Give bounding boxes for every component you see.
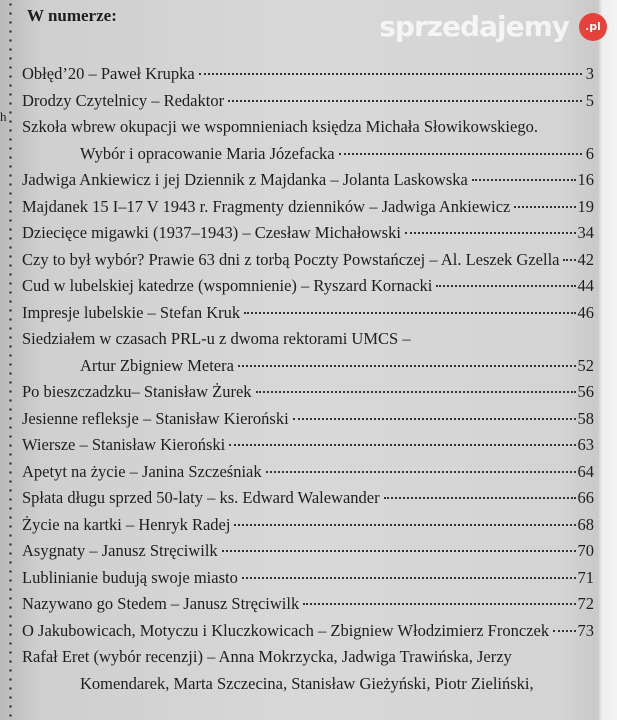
toc-entry-title: Obłęd’20 – Paweł Krupka bbox=[22, 64, 195, 83]
toc-entry-title: Apetyt na życie – Janina Szcześniak bbox=[22, 461, 262, 481]
watermark: sprzedajemy bbox=[379, 10, 569, 43]
toc-page-number: 16 bbox=[577, 170, 594, 189]
toc-entry bbox=[22, 247, 594, 274]
toc-entry bbox=[22, 512, 594, 539]
dot-leader bbox=[293, 418, 576, 420]
dot-leader bbox=[384, 497, 576, 499]
toc-page-number: 70 bbox=[577, 541, 594, 560]
toc-entry-title: Jesienne refleksje – Stanisław Kieroński bbox=[22, 408, 289, 428]
dot-leader bbox=[563, 259, 575, 261]
dot-leader bbox=[405, 232, 576, 234]
dot-leader bbox=[229, 444, 575, 446]
toc-entry bbox=[22, 88, 594, 115]
toc-entry-title: Impresje lubelskie – Stefan Kruk bbox=[22, 302, 241, 322]
dot-leader bbox=[256, 391, 576, 393]
toc-entry-title: Cud w lubelskiej katedrze (wspomnienie) – Ryszard Kornacki bbox=[22, 276, 433, 295]
dot-leader bbox=[222, 550, 576, 552]
toc-entry bbox=[22, 141, 594, 168]
toc-entry-continuation: Artur Zbigniew Metera bbox=[80, 355, 234, 375]
dot-leader bbox=[553, 630, 575, 632]
dot-leader bbox=[238, 365, 576, 367]
toc-page-number: 72 bbox=[577, 594, 594, 613]
dot-leader bbox=[228, 100, 582, 102]
toc-entry-title: Majdanek 15 I–17 V 1943 r. Fragmenty dzienników – Jadwiga Ankiewicz bbox=[22, 196, 511, 216]
dot-leader bbox=[242, 577, 576, 579]
dot-leader bbox=[244, 312, 575, 314]
table-of-contents bbox=[22, 61, 594, 697]
toc-entry bbox=[22, 538, 594, 565]
toc-page-number: 73 bbox=[577, 620, 594, 640]
toc-entry bbox=[22, 379, 594, 406]
dot-leader bbox=[234, 524, 575, 526]
toc-page-number: 5 bbox=[585, 90, 594, 110]
toc-entry bbox=[22, 220, 594, 247]
toc-entry-title: Jadwiga Ankiewicz i jej Dziennik z Majdanka – Jolanta Laskowska bbox=[22, 170, 468, 189]
toc-entry bbox=[22, 459, 594, 486]
toc-entry bbox=[22, 591, 594, 618]
toc-page-number: 68 bbox=[577, 514, 594, 534]
toc-entry-title: Życie na kartki – Henryk Radej bbox=[22, 514, 231, 534]
dot-leader bbox=[472, 179, 576, 181]
toc-entry-title: Asygnaty – Janusz Stręciwilk bbox=[22, 541, 218, 560]
toc-page-number: 6 bbox=[585, 143, 594, 163]
toc-page-number: 52 bbox=[577, 355, 594, 375]
toc-entry-continuation: Wybór i opracowanie Maria Józefacka bbox=[80, 143, 335, 163]
toc-entry-title: Czy to był wybór? Prawie 63 dni z torbą Poczty Powstańczej – Al. Leszek Gzella bbox=[22, 249, 560, 269]
toc-entry bbox=[22, 167, 594, 194]
toc-entry bbox=[22, 300, 594, 327]
toc-entry bbox=[22, 61, 594, 88]
adjacent-page-fragment: h bbox=[0, 109, 7, 124]
toc-entry-title: Po bieszczadzku– Stanisław Żurek bbox=[22, 382, 252, 401]
toc-page-number: 64 bbox=[577, 461, 594, 481]
dot-leader bbox=[339, 153, 582, 155]
toc-entry bbox=[22, 644, 594, 671]
dot-leader bbox=[266, 471, 576, 473]
toc-entry bbox=[22, 114, 594, 141]
toc-heading: W numerze: bbox=[27, 6, 117, 25]
toc-entry bbox=[22, 671, 594, 698]
toc-page-number: 56 bbox=[577, 382, 594, 401]
toc-entry bbox=[22, 618, 594, 645]
toc-entry bbox=[22, 326, 594, 353]
toc-entry-title: O Jakubowicach, Motyczu i Kluczkowicach – Zbigniew Włodzimierz Fronczek bbox=[22, 620, 550, 640]
dot-leader bbox=[199, 73, 582, 75]
toc-page-number: 34 bbox=[577, 223, 594, 242]
dot-leader bbox=[303, 603, 575, 605]
toc-page-number: 44 bbox=[577, 276, 594, 295]
toc-entry-title: Spłata długu sprzed 50-laty – ks. Edward Walewander bbox=[22, 488, 380, 507]
toc-page-number: 58 bbox=[577, 408, 594, 428]
toc-entry bbox=[22, 353, 594, 380]
toc-entry bbox=[22, 273, 594, 300]
dot-leader bbox=[436, 285, 575, 287]
toc-entry bbox=[22, 485, 594, 512]
toc-entry bbox=[22, 406, 594, 433]
toc-page-number: 3 bbox=[585, 64, 594, 83]
watermark-badge: .pl bbox=[579, 13, 607, 41]
toc-entry bbox=[22, 565, 594, 592]
toc-page-number: 66 bbox=[577, 488, 594, 507]
toc-page-number: 71 bbox=[577, 567, 594, 587]
toc-entry-title: Szkoła wbrew okupacji we wspomnieniach księdza Michała Słowikowskiego. bbox=[22, 117, 538, 136]
toc-entry-title: Nazywano go Stedem – Janusz Stręciwilk bbox=[22, 594, 300, 613]
toc-entry-title: Wiersze – Stanisław Kieroński bbox=[22, 435, 226, 454]
toc-entry-title: Lublinianie budują swoje miasto bbox=[22, 567, 238, 587]
toc-entry-title: Drodzy Czytelnicy – Redaktor bbox=[22, 90, 225, 110]
toc-entry-title: Siedziałem w czasach PRL-u z dwoma rektorami UMCS – bbox=[22, 329, 411, 348]
toc-entry-continuation: Komendarek, Marta Szczecina, Stanisław Gieżyński, Piotr Zieliński, bbox=[80, 673, 534, 693]
toc-entry-title: Dziecięce migawki (1937–1943) – Czesław Michałowski bbox=[22, 223, 401, 242]
margin-dotted-line bbox=[9, 0, 12, 720]
toc-entry bbox=[22, 432, 594, 459]
dot-leader bbox=[514, 206, 575, 208]
toc-page-number: 42 bbox=[577, 249, 594, 269]
toc-page-number: 46 bbox=[577, 302, 594, 322]
toc-page-number: 63 bbox=[577, 435, 594, 454]
toc-entry-title: Rafał Eret (wybór recenzji) – Anna Mokrzycka, Jadwiga Trawińska, Jerzy bbox=[22, 647, 512, 666]
toc-page-number: 19 bbox=[577, 196, 594, 216]
toc-entry bbox=[22, 194, 594, 221]
